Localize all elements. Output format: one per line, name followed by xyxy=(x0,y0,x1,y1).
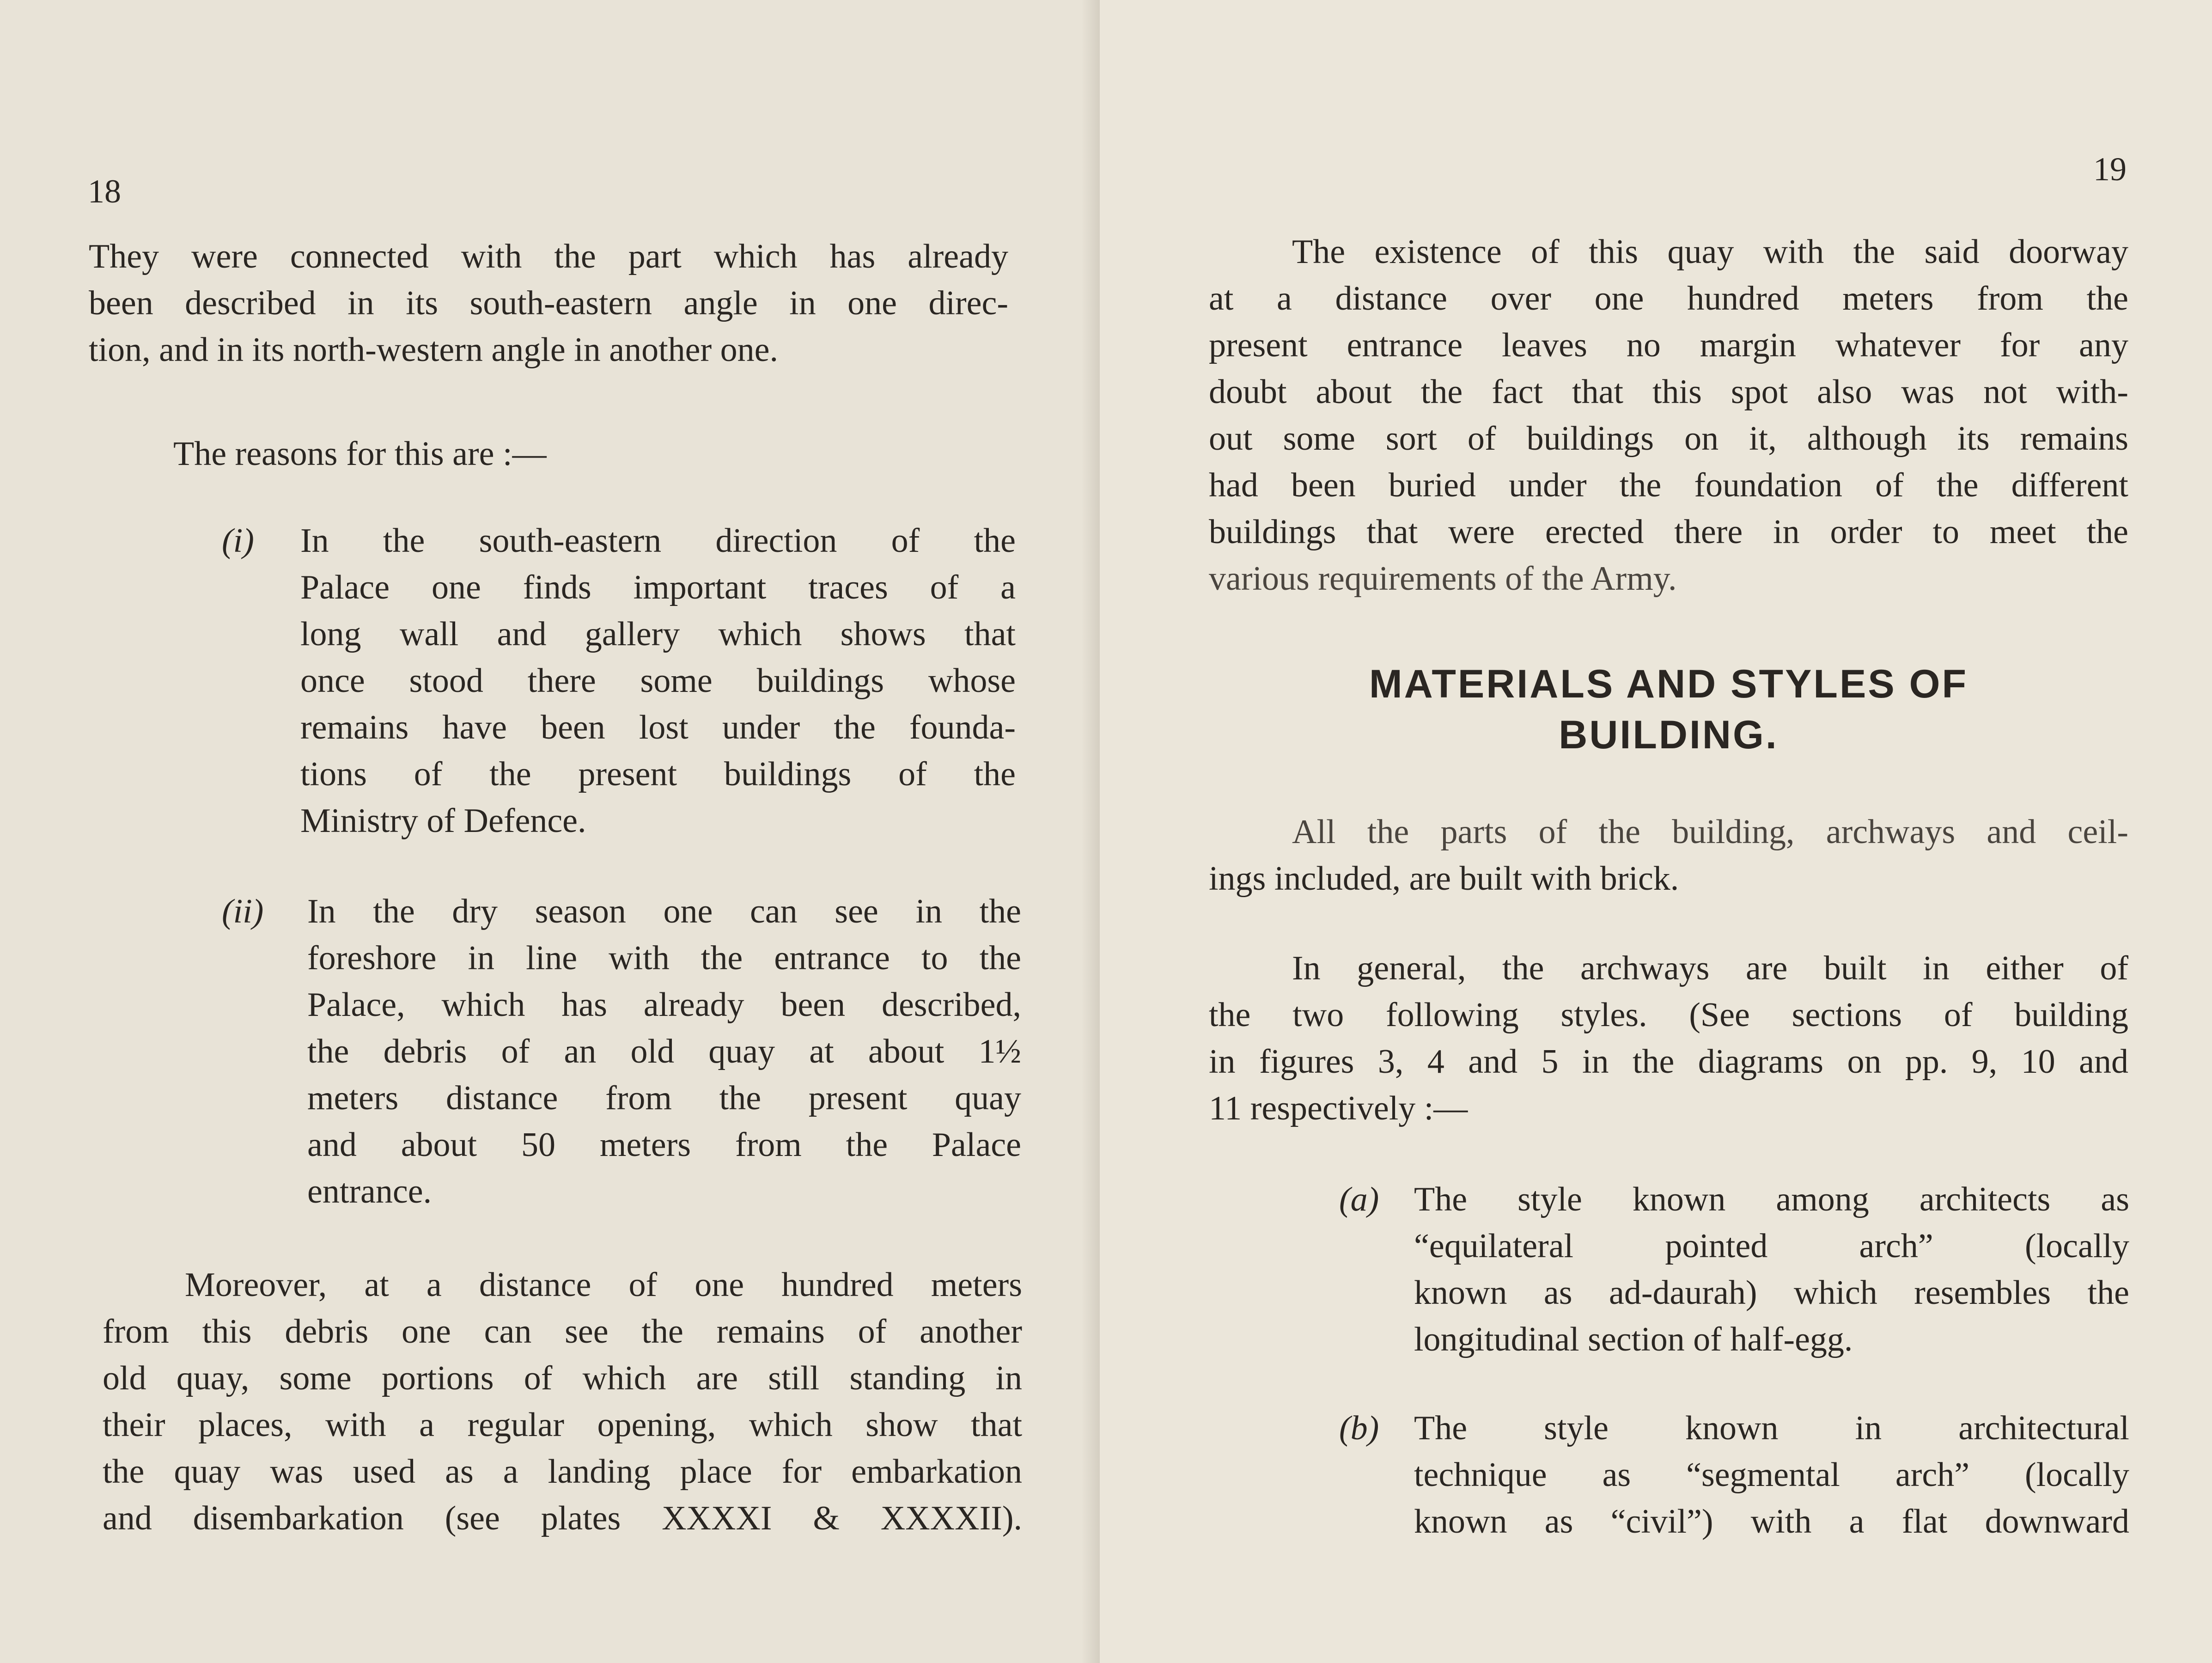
text-line: Ministry of Defence. xyxy=(300,802,586,840)
list-item-i xyxy=(222,518,1017,850)
text-line: longitudinal section of half-egg. xyxy=(1414,1321,1853,1358)
list-item-b xyxy=(1339,1405,2134,1553)
section-heading xyxy=(1209,659,2128,760)
text-line: out some sort of buildings on it, although its remains xyxy=(1209,420,2128,458)
list-marker: (ii) xyxy=(222,893,264,930)
text-line: and disembarkation (see plates XXXXI & XXXXII). xyxy=(103,1499,1022,1537)
text-line: tion, and in its north-western angle in another one. xyxy=(89,331,778,369)
paragraph-materials xyxy=(1209,809,2128,902)
heading-line: BUILDING. xyxy=(1559,713,1779,757)
text-line: their places, with a regular opening, which show that xyxy=(103,1406,1022,1444)
list-marker: (i) xyxy=(222,522,254,560)
text-line: technique as “segmental arch” (locally xyxy=(1414,1456,2129,1494)
list-item-a xyxy=(1339,1176,2134,1370)
left-page xyxy=(0,0,1100,1663)
text-line: present entrance leaves no margin whatever for any xyxy=(1209,326,2128,364)
text-line: ings included, are built with brick. xyxy=(1209,860,1679,898)
text-line: They were connected with the part which has already xyxy=(89,238,1008,275)
paragraph-quay-existence xyxy=(1209,229,2128,602)
text-line: doubt about the fact that this spot also was not with- xyxy=(1209,373,2128,411)
list-body xyxy=(300,518,1016,844)
paragraph-moreover xyxy=(103,1262,1022,1542)
text-line: 11 respectively :— xyxy=(1209,1089,1468,1127)
text-line: in figures 3, 4 and 5 in the diagrams on pp. 9, 10 and xyxy=(1209,1043,2128,1081)
text-line: from this debris one can see the remains of another xyxy=(103,1313,1022,1351)
list-marker: (b) xyxy=(1339,1409,1379,1447)
text-line: long wall and gallery which shows that xyxy=(300,615,1016,653)
text-line: Moreover, at a distance of one hundred meters xyxy=(185,1266,1022,1304)
text-line: various requirements of the Army. xyxy=(1209,560,1677,598)
list-body xyxy=(1414,1176,2129,1363)
text-line: the two following styles. (See sections of building xyxy=(1209,996,2128,1034)
text-line: old quay, some portions of which are still standing in xyxy=(103,1359,1022,1397)
right-page xyxy=(1100,0,2212,1663)
text-line: meters distance from the present quay xyxy=(307,1079,1021,1117)
page-number-right: 19 xyxy=(2093,151,2127,188)
heading-line: MATERIALS AND STYLES OF xyxy=(1369,662,1968,706)
text-line: had been buried under the foundation of the different xyxy=(1209,466,2128,504)
text-line: once stood there some buildings whose xyxy=(300,662,1016,700)
reasons-intro: The reasons for this are :— xyxy=(173,435,547,473)
list-item-ii xyxy=(222,888,1021,1221)
text-line: The style known in architectural xyxy=(1414,1409,2129,1447)
text-line: remains have been lost under the founda- xyxy=(300,709,1016,746)
paragraph-general xyxy=(1209,945,2128,1132)
text-line: known as “civil”) with a flat downward xyxy=(1414,1503,2129,1541)
text-line: The existence of this quay with the said doorway xyxy=(1292,233,2128,271)
paragraph-connected xyxy=(89,233,1008,373)
text-line: at a distance over one hundred meters from the xyxy=(1209,280,2128,318)
page-number-left: 18 xyxy=(88,173,121,210)
text-line: In the south-eastern direction of the xyxy=(300,522,1016,560)
text-line: entrance. xyxy=(307,1173,432,1211)
text-line: tions of the present buildings of the xyxy=(300,755,1016,793)
text-line: buildings that were erected there in order to meet the xyxy=(1209,513,2128,551)
text-line: known as ad-daurah) which resembles the xyxy=(1414,1274,2129,1312)
text-line: Palace one finds important traces of a xyxy=(300,569,1016,606)
text-line: The style known among architects as xyxy=(1414,1180,2129,1218)
text-line: In the dry season one can see in the xyxy=(307,893,1021,930)
list-marker: (a) xyxy=(1339,1180,1379,1218)
text-line: the quay was used as a landing place for embarkation xyxy=(103,1453,1022,1491)
list-body xyxy=(1414,1405,2129,1545)
text-line: In general, the archways are built in either of xyxy=(1292,949,2128,987)
text-line: All the parts of the building, archways and ceil- xyxy=(1292,813,2128,851)
text-line: foreshore in line with the entrance to the xyxy=(307,939,1021,977)
text-line: the debris of an old quay at about 1½ xyxy=(307,1033,1021,1070)
list-body xyxy=(307,888,1021,1215)
text-line: been described in its south-eastern angle in one direc- xyxy=(89,284,1008,322)
text-line: Palace, which has already been described, xyxy=(307,986,1021,1024)
text-line: “equilateral pointed arch” (locally xyxy=(1414,1227,2129,1265)
text-line: and about 50 meters from the Palace xyxy=(307,1126,1021,1164)
